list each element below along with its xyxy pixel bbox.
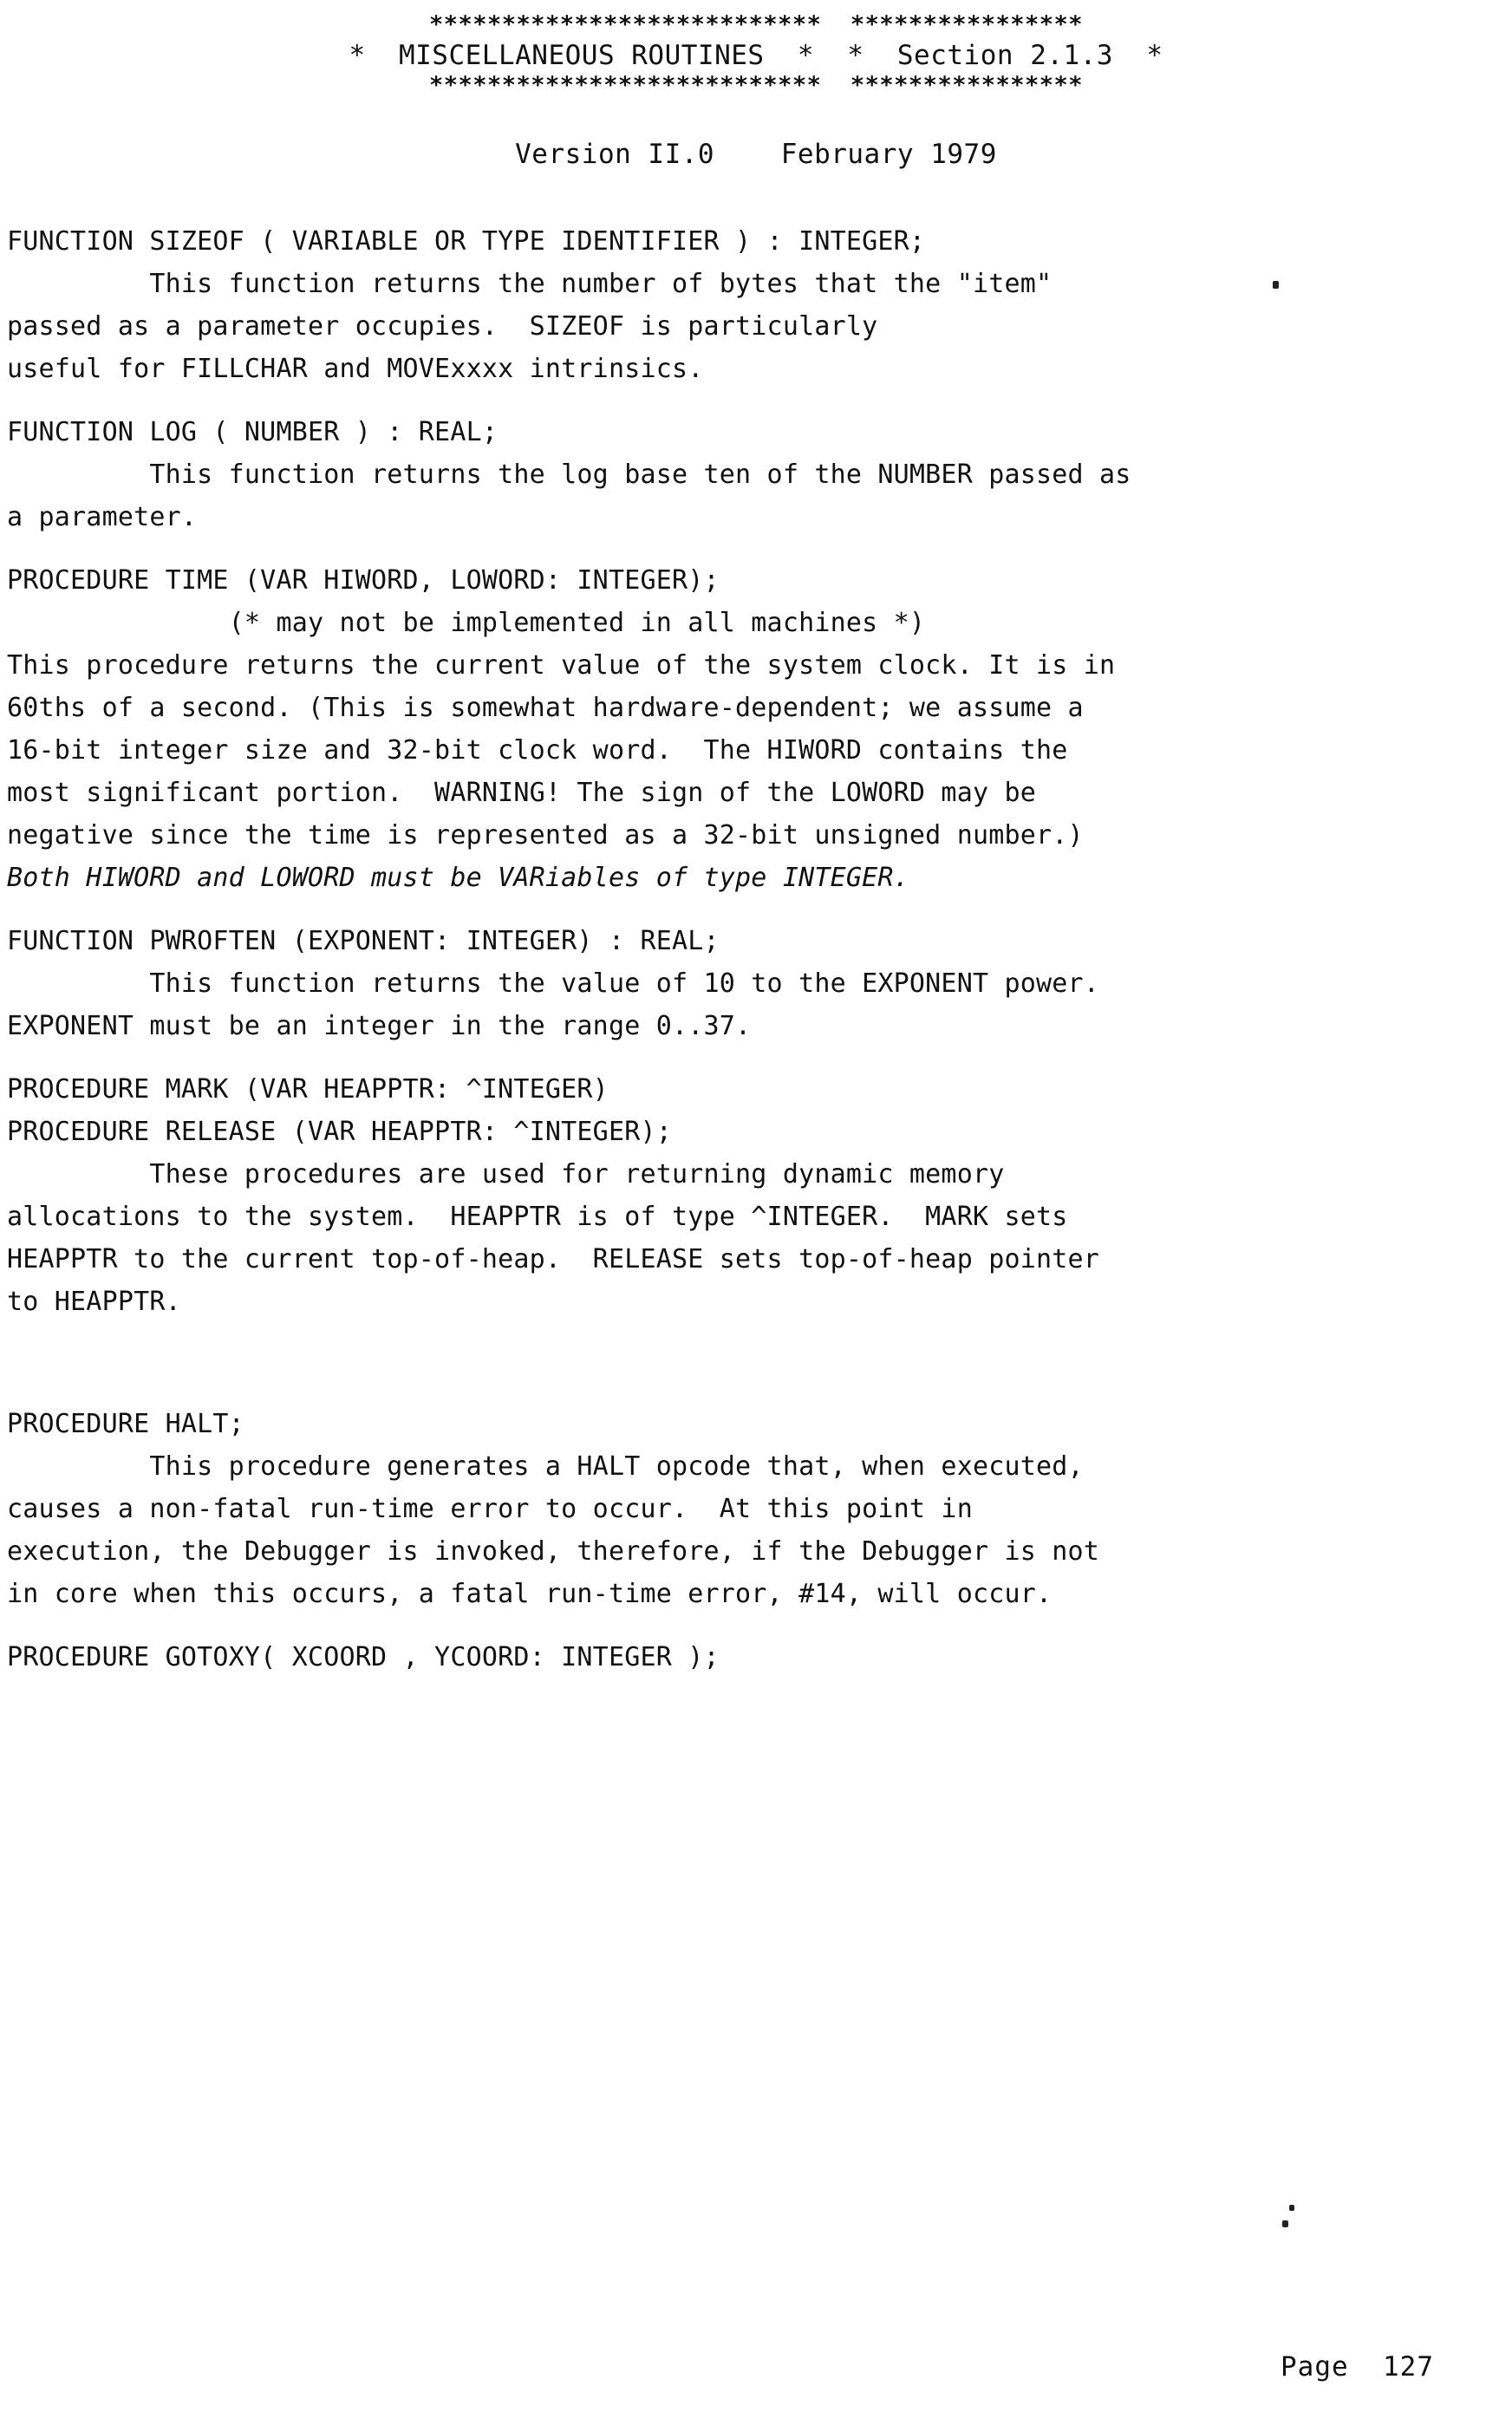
document-page [0, 12, 1512, 2412]
scan-artifact [1289, 2205, 1294, 2211]
section-mark-release-line-6: to HEAPPTR. [7, 1287, 181, 1317]
spacer [7, 1047, 1496, 1068]
page-number: Page 127 [1281, 2351, 1434, 2383]
scan-artifact [1273, 281, 1279, 289]
spacer [7, 390, 1496, 411]
section-sizeof-line-3: passed as a parameter occupies. SIZEOF is particularly [7, 311, 878, 342]
section-time-line-7: negative since the time is represented as a 32-bit unsigned number.) [7, 820, 1084, 851]
document-header [0, 12, 1512, 99]
section-pwroften [7, 920, 1496, 1047]
section-log-line-3: a parameter. [7, 502, 198, 532]
section-halt-line-5: in core when this occurs, a fatal run-time error, #14, will occur. [7, 1579, 1053, 1609]
section-time-line-1: (* may not be implemented in all machines *) [7, 608, 926, 638]
section-time-line-4: 60ths of a second. (This is somewhat hardware-dependent; we assume a [7, 693, 1084, 723]
section-sizeof [7, 220, 1496, 390]
section-mark-release-line-5: HEAPPTR to the current top-of-heap. RELEASE sets top-of-heap pointer [7, 1244, 1100, 1274]
spacer [7, 1323, 1496, 1403]
section-gotoxy [7, 1636, 1496, 1679]
spacer [7, 899, 1496, 920]
section-halt [7, 1403, 1496, 1615]
banner-title: * MISCELLANEOUS ROUTINES * * Section 2.1.3 * [349, 40, 1163, 71]
section-time-line-8: Both HIWORD and LOWORD must be VARiables of type INTEGER. [7, 863, 909, 893]
section-log [7, 411, 1496, 538]
banner-top-stars: *************************** **************** [429, 11, 1083, 38]
section-time [7, 559, 1496, 899]
section-halt-line-3: causes a non-fatal run-time error to occur. At this point in [7, 1494, 973, 1524]
section-sizeof-line-2: This function returns the number of bytes that the "item" [7, 269, 1053, 299]
section-time-line-6: most significant portion. WARNING! The sign of the LOWORD may be [7, 778, 1036, 808]
section-pwroften-line-0: FUNCTION PWROFTEN (EXPONENT: INTEGER) : REAL; [7, 926, 720, 956]
section-halt-line-4: execution, the Debugger is invoked, therefore, if the Debugger is not [7, 1536, 1100, 1567]
section-sizeof-line-0: FUNCTION SIZEOF ( VARIABLE OR TYPE IDENTIFIER ) : INTEGER; [7, 226, 926, 257]
section-mark-release-line-3: These procedures are used for returning dynamic memory [7, 1159, 1005, 1190]
spacer [7, 538, 1496, 559]
section-mark-release [7, 1068, 1496, 1323]
section-log-line-2: This function returns the log base ten of the NUMBER passed as [7, 460, 1131, 490]
section-sizeof-line-4: useful for FILLCHAR and MOVExxxx intrinsics. [7, 354, 704, 384]
section-halt-line-2: This procedure generates a HALT opcode that, when executed, [7, 1451, 1084, 1482]
spacer [7, 1615, 1496, 1636]
section-time-line-5: 16-bit integer size and 32-bit clock word. The HIWORD contains the [7, 735, 1068, 766]
section-time-line-0: PROCEDURE TIME (VAR HIWORD, LOWORD: INTEGER); [7, 565, 720, 596]
section-time-line-3: This procedure returns the current value of the system clock. It is in [7, 650, 1116, 681]
section-pwroften-line-2: This function returns the value of 10 to the EXPONENT power. [7, 968, 1100, 999]
section-mark-release-line-1: PROCEDURE RELEASE (VAR HEAPPTR: ^INTEGER); [7, 1117, 672, 1147]
scan-artifact [1282, 2220, 1288, 2227]
section-mark-release-line-0: PROCEDURE MARK (VAR HEAPPTR: ^INTEGER) [7, 1074, 609, 1105]
document-body [0, 220, 1512, 1679]
section-log-line-0: FUNCTION LOG ( NUMBER ) : REAL; [7, 417, 499, 447]
banner-bottom-stars: *************************** **************** [429, 72, 1083, 99]
section-pwroften-line-3: EXPONENT must be an integer in the range 0..37. [7, 1011, 752, 1041]
section-mark-release-line-4: allocations to the system. HEAPPTR is of type ^INTEGER. MARK sets [7, 1202, 1068, 1232]
section-halt-line-0: PROCEDURE HALT; [7, 1409, 244, 1439]
version-line: Version II.0 February 1979 [515, 139, 997, 170]
section-gotoxy-line-0: PROCEDURE GOTOXY( XCOORD , YCOORD: INTEGER ); [7, 1642, 720, 1672]
